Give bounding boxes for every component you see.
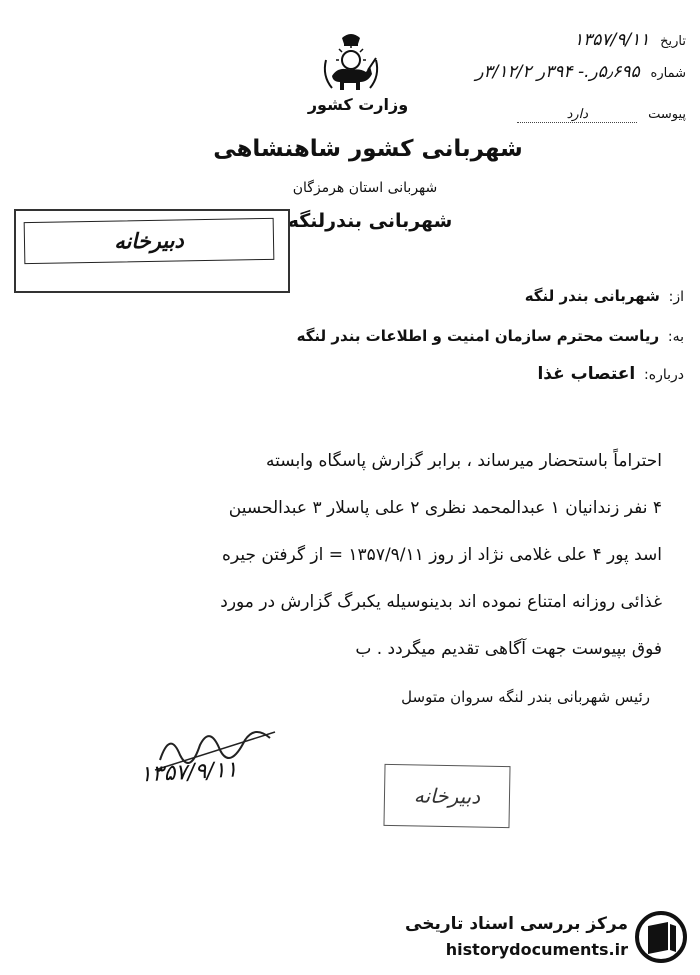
from-label: از: xyxy=(668,289,684,305)
to-label: به: xyxy=(667,329,684,345)
date-row xyxy=(574,30,686,50)
attachment-value: دارد xyxy=(566,107,589,122)
number-row xyxy=(475,62,686,82)
subject-value: اعتصاب غذا xyxy=(537,364,636,384)
archive-logo-icon xyxy=(634,910,688,964)
number-value: ۵٫۶۹۵ر.- ۳۹۴ر ۳/۱۲/۲ر xyxy=(475,62,640,82)
body-line: فوق بپیوست جهت آگاهی تقدیم میگردد . ب xyxy=(355,639,662,659)
secretariat-stamp-bottom: دبیرخانه xyxy=(383,764,510,828)
subject-field xyxy=(537,364,684,384)
signature-line: رئیس شهربانی بندر لنگه سروان متوسل xyxy=(401,688,650,706)
body-line: اسد پور ۴ علی غلامی نژاد از روز ۱۳۵۷/۹/۱۱ = از گرفتن جیره xyxy=(222,545,662,565)
body-line: ۴ نفر زندانیان ۱ عبدالمحمد نظری ۲ علی پاسلار ۳ عبدالحسین xyxy=(228,498,662,518)
port-heading: شهربانی بندرلنگه xyxy=(287,210,453,232)
from-field xyxy=(525,287,684,305)
subject-label: درباره: xyxy=(644,367,684,383)
secretariat-stamp-text: دبیرخانه xyxy=(24,218,275,264)
lion-sun-emblem-icon xyxy=(320,30,382,94)
to-field xyxy=(297,327,684,345)
date-value: ۱۳۵۷/۹/۱۱ xyxy=(573,30,650,50)
secretariat-stamp-box xyxy=(14,209,290,293)
province-heading: شهربانی استان هرمزگان xyxy=(292,180,438,196)
ministry-heading: وزارت کشور xyxy=(307,95,409,114)
body-line: غذائی روزانه امتناع نموده اند بدینوسیله یکبرگ گزارش در مورد xyxy=(220,592,662,612)
watermark-title: مرکز بررسی اسناد تاریخی xyxy=(405,914,628,934)
to-value: ریاست محترم سازمان امنیت و اطلاعات بندر لنگه xyxy=(296,327,660,345)
headquarters-heading: شهربانی کشور شاهنشاهی xyxy=(213,136,523,162)
handwritten-date: ۱۳۵۷/۹/۱۱ xyxy=(139,757,239,788)
attachment-label: پیوست xyxy=(648,107,686,122)
watermark-url: historydocuments.ir xyxy=(445,940,628,959)
body-line: احتراماً باستحضار میرساند ، برابر گزارش پاسگاه وابسته xyxy=(266,451,662,471)
letter-body xyxy=(26,438,662,673)
date-label: تاریخ xyxy=(660,34,686,49)
number-label: شماره xyxy=(650,66,686,81)
from-value: شهربانی بندر لنگه xyxy=(524,287,660,305)
